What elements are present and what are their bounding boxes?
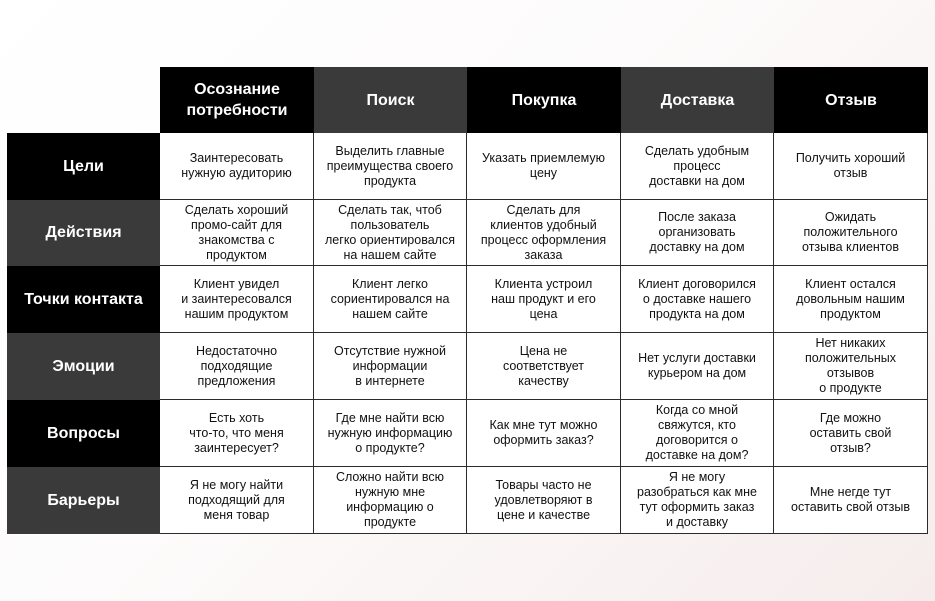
- row-header-emotions: [7, 333, 160, 400]
- column-header-label: Покупка: [511, 91, 577, 109]
- table-cell: Нет никаких положительных отзывов о продукте: [774, 333, 928, 400]
- column-header-label: Поиск: [366, 91, 415, 109]
- row-header-actions: [7, 200, 160, 266]
- table-cell: Недостаточно подходящие предложения: [160, 333, 314, 400]
- table-cell: Товары часто не удовлетворяют в цене и качестве: [467, 467, 621, 534]
- table-cell: Клиент договорился о доставке нашего продукта на дом: [621, 266, 774, 333]
- table-cell: Отсутствие нужной информации в интернете: [314, 333, 467, 400]
- column-header-review: [774, 67, 928, 133]
- row-header-label: Цели: [63, 157, 104, 175]
- table-cell: Заинтересовать нужную аудиторию: [160, 133, 314, 200]
- row-header-touchpoints: [7, 266, 160, 333]
- column-header-label: Осознание потребности: [186, 81, 288, 119]
- table-cell: Указать приемлемую цену: [467, 133, 621, 200]
- table-cell: Нет услуги доставки курьером на дом: [621, 333, 774, 400]
- table-cell: Получить хороший отзыв: [774, 133, 928, 200]
- corner-cell: [7, 67, 160, 133]
- table-cell: Сделать удобным процесс доставки на дом: [621, 133, 774, 200]
- row-header-questions: [7, 400, 160, 467]
- row-header-label: Барьеры: [47, 491, 120, 509]
- table-cell: Сложно найти всю нужную мне информацию о продукте: [314, 467, 467, 534]
- table-cell: Сделать хороший промо-сайт для знакомства с продуктом: [160, 200, 314, 266]
- column-header-awareness: [160, 67, 314, 133]
- table-cell: Клиент остался довольным нашим продуктом: [774, 266, 928, 333]
- row-header-goals: [7, 133, 160, 200]
- column-header-search: [314, 67, 467, 133]
- table-cell: Цена не соответствует качеству: [467, 333, 621, 400]
- table-cell: Сделать для клиентов удобный процесс оформления заказа: [467, 200, 621, 266]
- column-header-label: Отзыв: [825, 91, 877, 109]
- table-cell: После заказа организовать доставку на дом: [621, 200, 774, 266]
- column-header-label: Доставка: [660, 91, 735, 109]
- table-cell: Выделить главные преимущества своего продукта: [314, 133, 467, 200]
- table-cell: Как мне тут можно оформить заказ?: [467, 400, 621, 467]
- table-cell: Где мне найти всю нужную информацию о продукте?: [314, 400, 467, 467]
- row-header-label: Действия: [45, 224, 122, 241]
- table-cell: Клиент легко сориентировался на нашем сайте: [314, 266, 467, 333]
- table-cell: Клиент увидел и заинтересовался нашим продуктом: [160, 266, 314, 333]
- row-header-barriers: [7, 467, 160, 534]
- table-cell: Клиента устроил наш продукт и его цена: [467, 266, 621, 333]
- row-header-label: Точки контакта: [24, 290, 143, 308]
- table-cell: Я не могу разобраться как мне тут оформить заказ и доставку: [621, 467, 774, 534]
- row-header-label: Вопросы: [47, 424, 120, 442]
- table-cell: Сделать так, чтоб пользователь легко ориентировался на нашем сайте: [314, 200, 467, 266]
- column-header-purchase: [467, 67, 621, 133]
- row-header-label: Эмоции: [52, 357, 115, 375]
- table-cell: Когда со мной свяжутся, кто договорится о доставке на дом?: [621, 400, 774, 467]
- table-cell: Где можно оставить свой отзыв?: [774, 400, 928, 467]
- table-cell: Мне негде тут оставить свой отзыв: [774, 467, 928, 534]
- table-cell: Я не могу найти подходящий для меня товар: [160, 467, 314, 534]
- column-header-delivery: [621, 67, 774, 133]
- customer-journey-map-table: [7, 67, 928, 534]
- table-cell: Ожидать положительного отзыва клиентов: [774, 200, 928, 266]
- table-cell: Есть хоть что-то, что меня заинтересует?: [160, 400, 314, 467]
